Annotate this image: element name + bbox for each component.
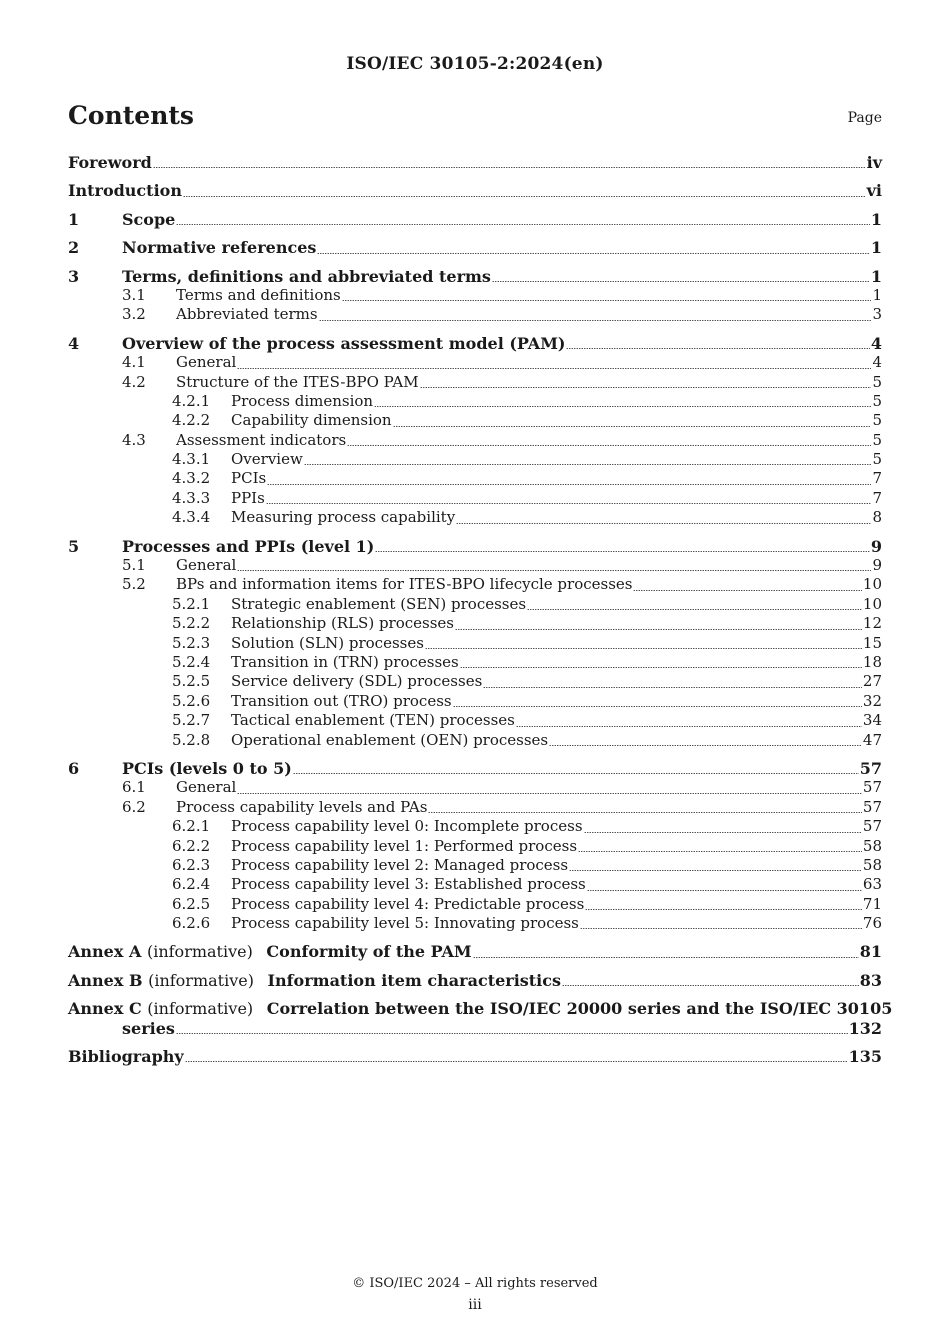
toc-entry-page: 7 <box>872 488 882 507</box>
toc-entry-title: Transition in (TRN) processes <box>231 652 459 671</box>
toc-entry-page: 71 <box>862 894 882 913</box>
annex-title-continued: series <box>122 1018 175 1038</box>
toc-entry-title: Normative references <box>122 238 317 258</box>
toc-entry-6-2-4[interactable] <box>68 875 882 894</box>
annex-title: Correlation between the ISO/IEC 20000 series and the ISO/IEC 30105 <box>266 999 893 1019</box>
dot-leader <box>176 224 870 225</box>
annex-label: Annex B <box>68 970 143 990</box>
toc-entry-number: 6.2.2 <box>172 836 211 855</box>
toc-entry-page: 32 <box>862 691 882 710</box>
toc-entry-3-1[interactable] <box>68 286 882 305</box>
toc-entry-pcis[interactable] <box>68 759 882 778</box>
toc-entry-page: 10 <box>862 594 882 613</box>
toc-entry-page: 5 <box>872 430 882 449</box>
toc-entry-page: 1 <box>870 266 882 286</box>
toc-entry-number: 2 <box>68 238 80 258</box>
toc-entry-number: 5.2.8 <box>172 730 211 749</box>
dot-leader <box>319 320 872 321</box>
toc-entry-number: 3.2 <box>122 305 146 324</box>
toc-entry-terms[interactable] <box>68 267 882 286</box>
document-header: ISO/IEC 30105-2:2024(en) <box>346 54 604 74</box>
dot-leader <box>374 406 871 407</box>
toc-entry-6-2[interactable] <box>68 798 882 817</box>
toc-entry-page: 5 <box>872 450 882 469</box>
toc-entry-5-2-1[interactable] <box>68 595 882 614</box>
dot-leader <box>587 890 862 891</box>
toc-entry-title: Solution (SLN) processes <box>231 633 424 652</box>
dot-leader <box>183 196 866 197</box>
dot-leader <box>569 870 862 871</box>
toc-entry-number: 5.2.4 <box>172 652 211 671</box>
dot-leader <box>267 484 871 485</box>
dot-leader <box>527 609 862 610</box>
toc-entry-page: 132 <box>848 1018 882 1038</box>
dot-leader <box>375 551 869 552</box>
toc-entry-page: 5 <box>872 372 882 391</box>
dot-leader <box>549 745 862 746</box>
toc-entry-number: 5.2 <box>122 575 146 594</box>
toc-entry-number: 4.2.2 <box>172 411 211 430</box>
dot-leader <box>393 426 872 427</box>
toc-entry-number: 6.2.3 <box>172 855 211 874</box>
toc-entry-4-1[interactable] <box>68 353 882 372</box>
toc-entry-page: 1 <box>872 285 882 304</box>
toc-entry-number: 5.2.6 <box>172 691 211 710</box>
table-of-contents <box>68 153 893 1067</box>
dot-leader <box>453 706 862 707</box>
toc-entry-title: Terms, definitions and abbreviated terms <box>122 266 491 286</box>
toc-entry-5-1[interactable] <box>68 556 882 575</box>
toc-entry-5-2-8[interactable] <box>68 731 882 750</box>
toc-entry-5-2-7[interactable] <box>68 711 882 730</box>
toc-entry-number: 4 <box>68 333 80 353</box>
annex-label: Annex A <box>68 942 142 962</box>
toc-entry-page: 5 <box>872 411 882 430</box>
toc-entry-number: 6.2 <box>122 797 146 816</box>
dot-leader <box>483 687 862 688</box>
page-column-label: Page <box>847 110 882 126</box>
toc-entry-page: 1 <box>870 238 882 258</box>
toc-entry-page: 57 <box>862 817 882 836</box>
dot-leader <box>185 1061 848 1062</box>
toc-entry-page: 15 <box>862 633 882 652</box>
toc-entry-title: Process capability level 3: Established process <box>231 875 586 894</box>
toc-entry-page: vi <box>866 181 882 201</box>
toc-entry-5-2-2[interactable] <box>68 614 882 633</box>
toc-entry-annex-a[interactable] <box>68 942 882 961</box>
toc-entry-title: Measuring process capability <box>231 508 456 527</box>
annex-type: (informative) <box>148 970 254 990</box>
dot-leader <box>293 773 859 774</box>
toc-entry-number: 4.3.3 <box>172 488 211 507</box>
toc-entry-number: 4.3.1 <box>172 450 211 469</box>
toc-entry-4-3[interactable] <box>68 431 882 450</box>
toc-entry-title: Strategic enablement (SEN) processes <box>231 594 527 613</box>
toc-entry-page: 18 <box>862 652 882 671</box>
toc-entry-title: Overview <box>231 450 303 469</box>
toc-entry-title: Assessment indicators <box>176 430 347 449</box>
toc-entry-title: General <box>176 778 237 797</box>
toc-entry-title: Terms and definitions <box>176 285 341 304</box>
dot-leader <box>585 909 862 910</box>
toc-entry-page: 1 <box>870 209 882 229</box>
toc-entry-4-2[interactable] <box>68 373 882 392</box>
toc-entry-page: 5 <box>872 391 882 410</box>
toc-entry-title: Processes and PPIs (level 1) <box>122 536 375 556</box>
toc-entry-title: Overview of the process assessment model (PAM) <box>122 333 566 353</box>
toc-entry-title: Capability dimension <box>231 411 392 430</box>
toc-entry-title: Process capability level 5: Innovating process <box>231 914 579 933</box>
toc-entry-page: 81 <box>859 942 882 962</box>
toc-entry-number: 5.2.2 <box>172 614 211 633</box>
toc-entry-6-2-1[interactable] <box>68 817 882 836</box>
toc-entry-number: 4.3.4 <box>172 508 211 527</box>
toc-entry-title: Transition out (TRO) process <box>231 691 452 710</box>
toc-entry-foreword[interactable] <box>68 153 882 172</box>
toc-entry-6-2-5[interactable] <box>68 895 882 914</box>
toc-entry-title: Scope <box>122 209 176 229</box>
annex-title: Conformity of the PAM <box>266 942 472 962</box>
toc-entry-title: PCIs (levels 0 to 5) <box>122 758 292 778</box>
toc-entry-title: Bibliography <box>68 1047 184 1067</box>
toc-entry-page: 57 <box>862 778 882 797</box>
page-number: iii <box>468 1297 482 1313</box>
toc-entry-number: 5.2.5 <box>172 672 211 691</box>
toc-entry-title: Process capability levels and PAs <box>176 797 428 816</box>
dot-leader <box>317 253 869 254</box>
toc-entry-3-2[interactable] <box>68 305 882 324</box>
toc-entry-page: 9 <box>872 556 882 575</box>
toc-entry-page: 9 <box>870 536 882 556</box>
toc-entry-title: BPs and information items for ITES-BPO lifecycle processes <box>176 575 633 594</box>
toc-entry-page: 76 <box>862 914 882 933</box>
toc-entry-title: PPIs <box>231 488 265 507</box>
dot-leader <box>237 570 871 571</box>
toc-entry-annex-b[interactable] <box>68 971 882 990</box>
toc-entry-6-2-6[interactable] <box>68 914 882 933</box>
toc-entry-title: Tactical enablement (TEN) processes <box>231 711 515 730</box>
dot-leader <box>492 281 870 282</box>
toc-entry-4-3-3[interactable] <box>68 489 882 508</box>
toc-entry-4-2-1[interactable] <box>68 392 882 411</box>
dot-leader <box>347 445 871 446</box>
toc-entry-title: General <box>176 353 237 372</box>
dot-leader <box>562 985 859 986</box>
toc-entry-page: 58 <box>862 855 882 874</box>
toc-entry-number: 1 <box>68 209 80 229</box>
dot-leader <box>420 387 872 388</box>
toc-entry-page: 63 <box>862 875 882 894</box>
dot-leader <box>580 928 862 929</box>
dot-leader <box>460 667 862 668</box>
toc-entry-number: 5.2.7 <box>172 711 211 730</box>
toc-entry-page: 135 <box>848 1047 882 1067</box>
toc-entry-page: 34 <box>862 711 882 730</box>
toc-entry-4-2-2[interactable] <box>68 411 882 430</box>
toc-entry-bibliography[interactable] <box>68 1047 882 1066</box>
toc-entry-5-2-3[interactable] <box>68 634 882 653</box>
toc-entry-title: Service delivery (SDL) processes <box>231 672 483 691</box>
toc-entry-page: 4 <box>872 353 882 372</box>
toc-entry-page: 57 <box>859 758 882 778</box>
toc-entry-title: General <box>176 556 237 575</box>
toc-entry-title: Process capability level 0: Incomplete process <box>231 817 583 836</box>
toc-entry-annex-c-continued[interactable] <box>68 1019 882 1038</box>
dot-leader <box>633 590 861 591</box>
dot-leader <box>304 464 872 465</box>
dot-leader <box>153 167 866 168</box>
toc-entry-page: 7 <box>872 469 882 488</box>
toc-entry-page: 8 <box>872 508 882 527</box>
annex-type: (informative) <box>146 942 253 962</box>
toc-entry-normative-references[interactable] <box>68 238 882 257</box>
dot-leader <box>176 1033 848 1034</box>
toc-entry-5-2-5[interactable] <box>68 672 882 691</box>
annex-title: Information item characteristics <box>267 970 562 990</box>
toc-entry-page: 4 <box>870 333 882 353</box>
contents-title: Contents <box>68 101 195 130</box>
dot-leader <box>428 812 862 813</box>
dot-leader <box>237 793 862 794</box>
toc-entry-number: 4.2.1 <box>172 391 211 410</box>
toc-entry-page: 12 <box>862 614 882 633</box>
toc-entry-4-3-4[interactable] <box>68 508 882 527</box>
toc-entry-number: 6.2.6 <box>172 914 211 933</box>
toc-entry-number: 5 <box>68 536 80 556</box>
toc-entry-page: 47 <box>862 730 882 749</box>
toc-entry-title: Abbreviated terms <box>176 305 318 324</box>
toc-entry-number: 5.1 <box>122 556 146 575</box>
toc-entry-number: 4.2 <box>122 372 146 391</box>
toc-entry-page: 3 <box>872 305 882 324</box>
toc-entry-number: 6 <box>68 758 80 778</box>
toc-entry-number: 3.1 <box>122 285 146 304</box>
toc-entry-number: 4.3.2 <box>172 469 211 488</box>
toc-entry-overview-pam[interactable] <box>68 334 882 353</box>
toc-entry-number: 5.2.1 <box>172 594 211 613</box>
toc-entry-number: 3 <box>68 266 80 286</box>
dot-leader <box>473 957 859 958</box>
dot-leader <box>237 368 871 369</box>
toc-entry-5-2[interactable] <box>68 575 882 594</box>
dot-leader <box>578 851 862 852</box>
annex-type: (informative) <box>147 999 254 1019</box>
toc-entry-title: Structure of the ITES-BPO PAM <box>176 372 419 391</box>
toc-entry-number: 4.3 <box>122 430 146 449</box>
toc-entry-title: Relationship (RLS) processes <box>231 614 455 633</box>
toc-entry-4-3-2[interactable] <box>68 469 882 488</box>
toc-entry-page: 58 <box>862 836 882 855</box>
toc-entry-annex-c[interactable] <box>68 999 893 1019</box>
dot-leader <box>455 629 862 630</box>
toc-entry-page: 10 <box>862 575 882 594</box>
toc-entry-page: iv <box>866 153 882 172</box>
toc-entry-number: 6.2.4 <box>172 875 211 894</box>
toc-entry-number: 5.2.3 <box>172 633 211 652</box>
toc-entry-processes-ppis[interactable] <box>68 537 882 556</box>
toc-entry-title: Process capability level 4: Predictable process <box>231 894 585 913</box>
dot-leader <box>342 300 872 301</box>
copyright-notice: © ISO/IEC 2024 – All rights reserved <box>352 1276 598 1291</box>
toc-entry-6-1[interactable] <box>68 778 882 797</box>
toc-entry-title: PCIs <box>231 469 267 488</box>
toc-entry-page: 27 <box>862 672 882 691</box>
annex-label: Annex C <box>68 999 142 1019</box>
dot-leader <box>456 523 871 524</box>
toc-entry-introduction[interactable] <box>68 181 882 200</box>
toc-entry-scope[interactable] <box>68 210 882 229</box>
toc-entry-4-3-1[interactable] <box>68 450 882 469</box>
toc-entry-page: 83 <box>859 970 882 990</box>
toc-entry-title: Operational enablement (OEN) processes <box>231 730 549 749</box>
dot-leader <box>516 726 862 727</box>
toc-entry-title: Process capability level 1: Performed process <box>231 836 578 855</box>
toc-entry-number: 6.2.1 <box>172 817 211 836</box>
toc-entry-title: Foreword <box>68 153 152 172</box>
toc-entry-title: Process dimension <box>231 391 374 410</box>
dot-leader <box>566 348 869 349</box>
toc-entry-6-2-3[interactable] <box>68 856 882 875</box>
toc-entry-title: Process capability level 2: Managed process <box>231 855 569 874</box>
dot-leader <box>425 648 862 649</box>
toc-entry-5-2-6[interactable] <box>68 692 882 711</box>
dot-leader <box>266 503 872 504</box>
toc-entry-6-2-2[interactable] <box>68 837 882 856</box>
toc-entry-number: 6.1 <box>122 778 146 797</box>
dot-leader <box>584 832 862 833</box>
toc-entry-5-2-4[interactable] <box>68 653 882 672</box>
toc-entry-title: Introduction <box>68 181 182 201</box>
toc-entry-page: 57 <box>862 797 882 816</box>
toc-entry-number: 4.1 <box>122 353 146 372</box>
toc-entry-number: 6.2.5 <box>172 894 211 913</box>
